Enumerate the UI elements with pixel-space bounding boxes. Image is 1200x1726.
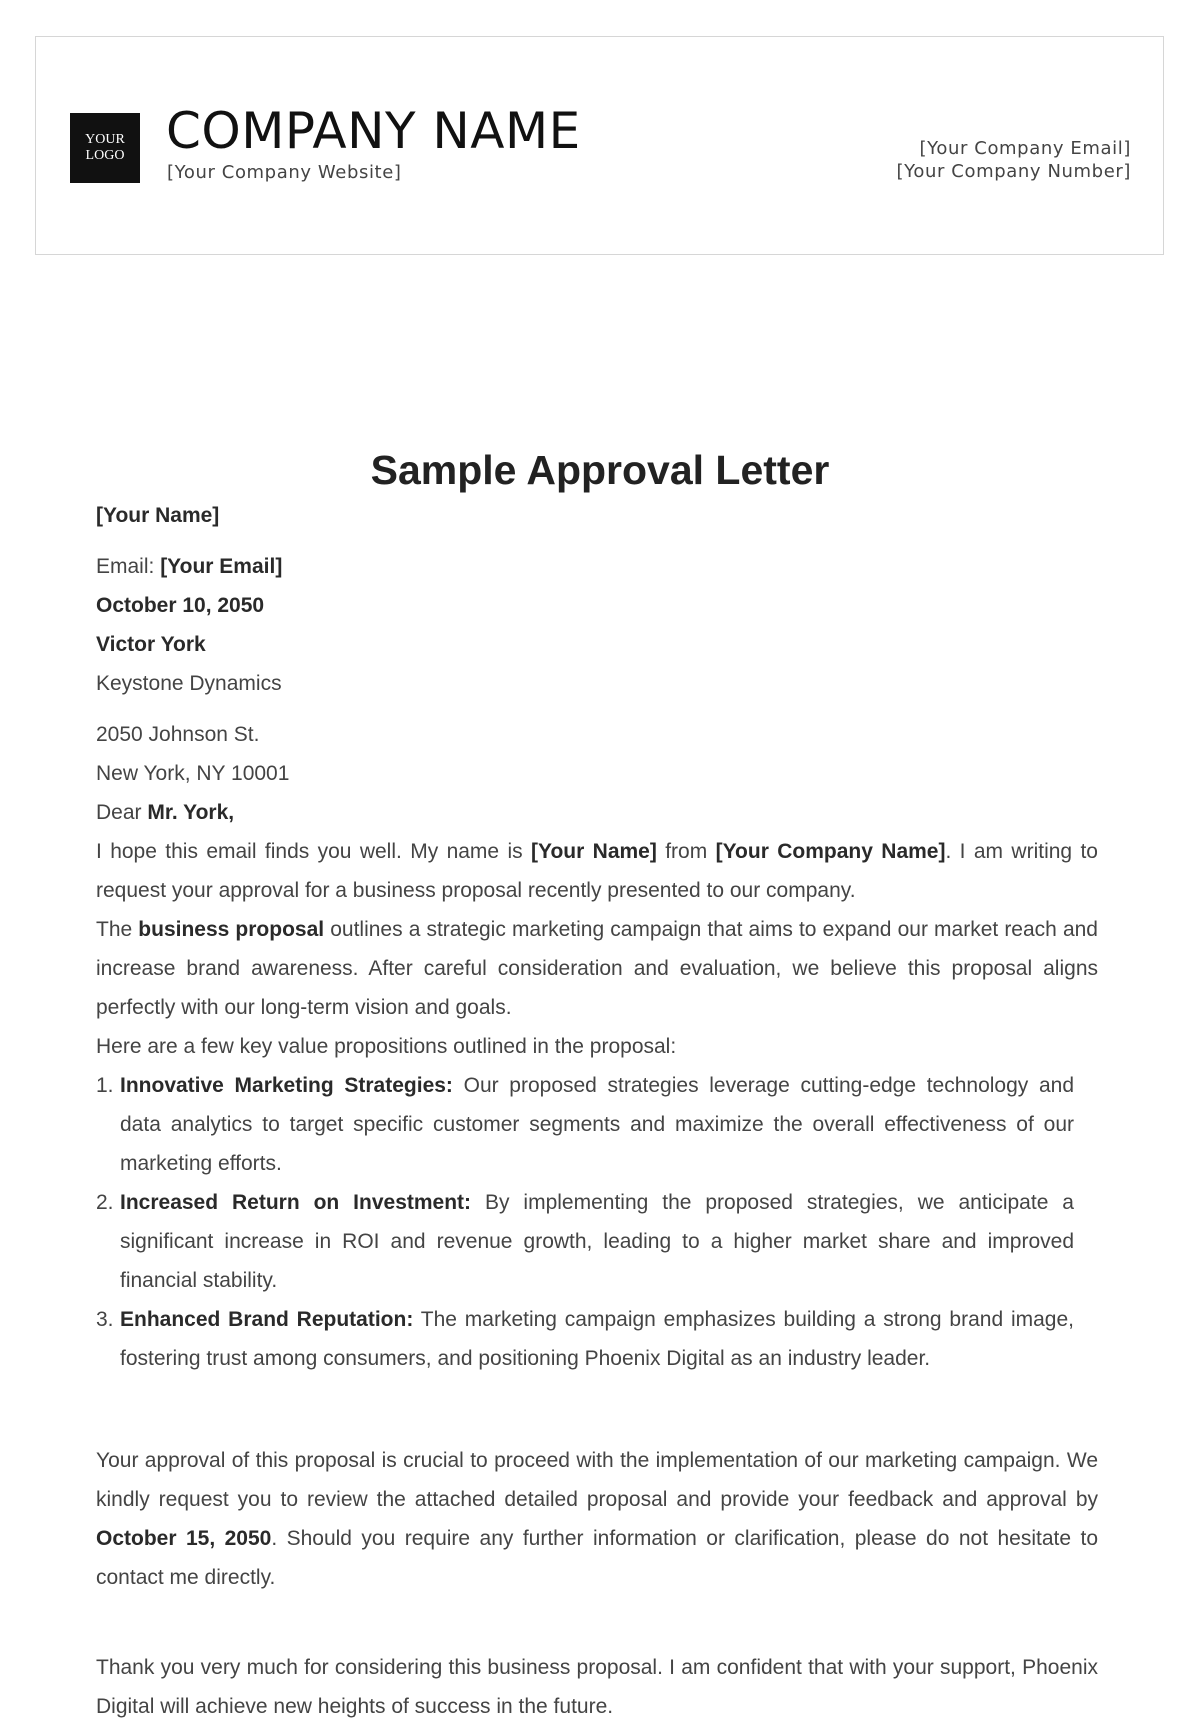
salutation-name: Mr. York, — [147, 801, 235, 824]
proposal-text-2: outlines a strategic marketing campaign that aims to expand our market reach and increase brand awareness. After careful consideration and evaluation, we believe this proposal aligns perfectly with our long-term vision and goals. — [96, 918, 1098, 1019]
company-contact — [897, 137, 1131, 183]
list-item-number: 2. — [96, 1191, 114, 1214]
proposition-list — [96, 1066, 1074, 1378]
company-email: [Your Company Email] — [919, 138, 1131, 159]
recipient-name — [96, 625, 206, 664]
proposal-paragraph — [96, 910, 1098, 1027]
list-item-number: 1. — [96, 1074, 114, 1097]
salutation — [96, 793, 234, 832]
list-item — [96, 1066, 1074, 1183]
list-item-text: By implementing the proposed strategies, we anticipate a significant increase in ROI and revenue growth, leading to a higher market share and improved financial stability. — [120, 1191, 1074, 1292]
approval-text-1: Your approval of this proposal is crucial to proceed with the implementation of our marketing campaign. We kindly request you to review the attached detailed proposal and provide your feedback and approval by — [96, 1449, 1098, 1511]
intro-company-name: [Your Company Name] — [715, 840, 946, 863]
sender-name-text: [Your Name] — [96, 504, 220, 527]
letterhead — [35, 36, 1164, 255]
list-item-title: Innovative Marketing Strategies: — [120, 1074, 453, 1097]
proposal-term: business proposal — [138, 918, 325, 941]
approval-text-2: . Should you require any further information or clarification, please do not hesitate to contact me directly. — [96, 1527, 1098, 1589]
logo-line-1: YOUR — [85, 132, 125, 147]
list-item-title: Increased Return on Investment: — [120, 1191, 472, 1214]
recipient-company: Keystone Dynamics — [96, 672, 282, 695]
sender-email-label: Email: — [96, 555, 161, 578]
company-number: [Your Company Number] — [896, 161, 1131, 182]
approval-deadline: October 15, 2050 — [96, 1527, 272, 1550]
list-item-title: Enhanced Brand Reputation: — [120, 1308, 414, 1331]
list-item — [96, 1183, 1074, 1300]
letter-date-text: October 10, 2050 — [96, 594, 265, 617]
logo-line-2: LOGO — [85, 148, 125, 163]
list-item — [96, 1300, 1074, 1378]
list-item-text: The marketing campaign emphasizes building a strong brand image, fostering trust among consumers, and positioning Phoenix Digital as an industry leader. — [120, 1308, 1074, 1370]
closing-paragraph: Thank you very much for considering this business proposal. I am confident that with your support, Phoenix Digital will achieve new heights of success in the future. — [96, 1656, 1098, 1718]
company-website: [Your Company Website] — [167, 162, 402, 183]
intro-text-3: . I am writing to request your approval for a business proposal recently presented to our company. — [96, 840, 1098, 902]
recipient-city: New York, NY 10001 — [96, 762, 290, 785]
approval-paragraph — [96, 1441, 1098, 1597]
list-item-number: 3. — [96, 1308, 114, 1331]
proposal-text-1: The — [96, 918, 139, 941]
sender-email-value: [Your Email] — [160, 555, 283, 578]
letter-date — [96, 586, 264, 625]
logo — [70, 113, 140, 183]
intro-paragraph — [96, 832, 1098, 910]
intro-your-name: [Your Name] — [531, 840, 657, 863]
recipient-name-text: Victor York — [96, 633, 206, 656]
intro-text-2: from — [656, 840, 716, 863]
list-item-text: Our proposed strategies leverage cutting-edge technology and data analytics to target specific customer segments and maximize the overall effectiveness of our marketing efforts. — [120, 1074, 1074, 1175]
list-intro: Here are a few key value propositions outlined in the proposal: — [96, 1035, 677, 1058]
company-name: COMPANY NAME — [166, 102, 581, 160]
intro-text-1: I hope this email finds you well. My name is — [96, 840, 532, 863]
recipient-street: 2050 Johnson St. — [96, 723, 260, 746]
sender-email — [96, 547, 282, 586]
salutation-prefix: Dear — [96, 801, 148, 824]
document-title: Sample Approval Letter — [370, 447, 830, 493]
sender-name — [96, 496, 219, 535]
